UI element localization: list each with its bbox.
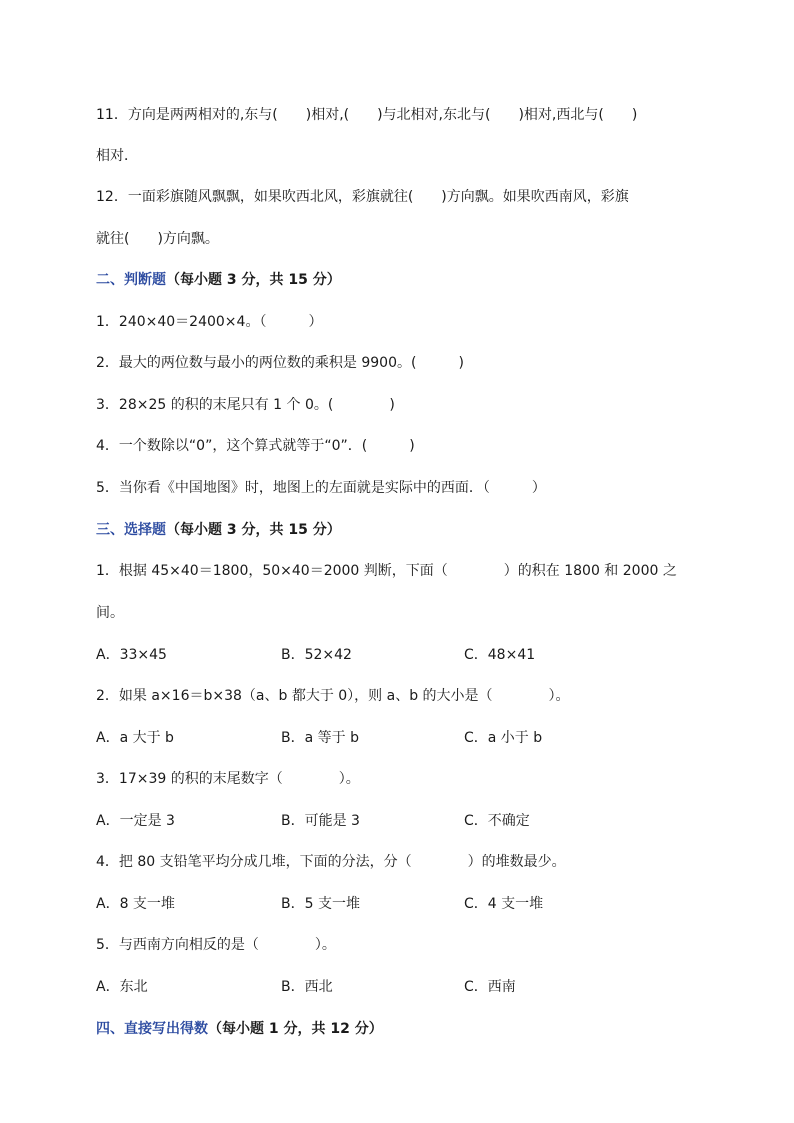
judge-item-5: 5．当你看《中国地图》时，地图上的左面就是实际中的西面．（ ）: [96, 480, 546, 496]
choice-q4: 4．把 80 支铅笔平均分成几堆，下面的分法，分（ ）的堆数最少。: [96, 854, 566, 870]
section-3-title: 三、选择题: [96, 522, 166, 538]
choice-q2: 2．如果 a×16＝b×38（a、b 都大于 0），则 a、b 的大小是（ ）。: [96, 688, 570, 704]
section-4-heading: [96, 1019, 383, 1039]
question-12-line-1: 12．一面彩旗随风飘飘，如果吹西北风，彩旗就往( )方向飘。如果吹西南风，彩旗: [96, 189, 629, 205]
question-11-line-2: 相对．: [96, 148, 138, 164]
question-12-line-2: 就往( )方向飘。: [96, 231, 219, 247]
section-4-title: 四、直接写出得数: [96, 1021, 208, 1037]
choice-q4-option-a: A．8 支一堆: [96, 896, 175, 912]
section-2-heading: [96, 270, 341, 290]
choice-q1-option-c: C．48×41: [464, 647, 536, 663]
choice-q5-option-b: B．西北: [281, 979, 333, 995]
section-2-note: （每小题 3 分，共 15 分）: [166, 272, 341, 288]
choice-q1-option-a: A．33×45: [96, 647, 167, 663]
choice-q1-line-1: 1．根据 45×40＝1800，50×40＝2000 判断，下面（ ）的积在 1800 和 2000 之: [96, 563, 677, 579]
choice-q5-option-c: C．西南: [464, 979, 516, 995]
choice-q2-option-a: A．a 大于 b: [96, 730, 174, 746]
choice-q5: 5．与西南方向相反的是（ ）。: [96, 937, 336, 953]
choice-q4-option-b: B．5 支一堆: [281, 896, 360, 912]
section-3-heading: [96, 520, 341, 540]
choice-q3-option-a: A．一定是 3: [96, 813, 175, 829]
choice-q3-option-c: C．不确定: [464, 813, 530, 829]
judge-item-2: 2．最大的两位数与最小的两位数的乘积是 9900。( ): [96, 355, 464, 371]
choice-q5-option-a: A．东北: [96, 979, 148, 995]
choice-q3: 3．17×39 的积的末尾数字（ ）。: [96, 771, 360, 787]
question-11-line-1: 11．方向是两两相对的,东与( )相对,( )与北相对,东北与( )相对,西北与( ): [96, 107, 638, 123]
choice-q1-line-2: 间。: [96, 605, 124, 621]
judge-item-1: 1．240×40＝2400×4。（ ）: [96, 314, 323, 330]
choice-q1-option-b: B．52×42: [281, 647, 352, 663]
choice-q4-option-c: C．4 支一堆: [464, 896, 544, 912]
section-2-title: 二、判断题: [96, 272, 166, 288]
choice-q2-option-b: B．a 等于 b: [281, 730, 359, 746]
choice-q2-option-c: C．a 小于 b: [464, 730, 543, 746]
section-4-note: （每小题 1 分，共 12 分）: [208, 1021, 383, 1037]
choice-q3-option-b: B．可能是 3: [281, 813, 360, 829]
judge-item-3: 3．28×25 的积的末尾只有 1 个 0。( ): [96, 397, 395, 413]
section-3-note: （每小题 3 分，共 15 分）: [166, 522, 341, 538]
judge-item-4: 4．一个数除以“0”，这个算式就等于“0”．( ): [96, 438, 415, 454]
